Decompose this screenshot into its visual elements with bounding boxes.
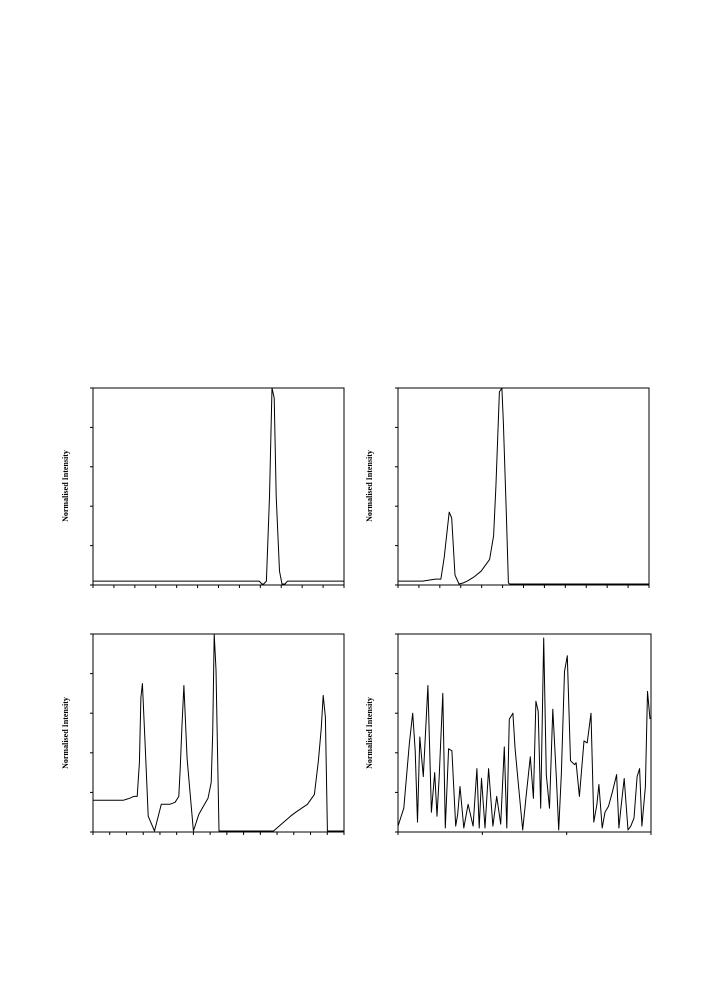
series-line [93, 388, 344, 584]
series-line [398, 638, 650, 830]
chart-panel-top-left [61, 388, 344, 588]
axis-ticks [395, 634, 651, 835]
y-axis-label: Normalised Intensity [61, 697, 70, 769]
chart-panel-bottom-right [365, 634, 651, 835]
axis-ticks [90, 388, 344, 588]
axis-ticks [395, 388, 649, 588]
chart-panel-top-right [365, 388, 649, 588]
series-line [398, 388, 649, 584]
y-axis-label: Normalised Intensity [365, 450, 374, 522]
series-line [93, 634, 344, 831]
chart-panel-bottom-left [61, 634, 344, 835]
y-axis-label: Normalised Intensity [61, 450, 70, 522]
plot-frame [93, 388, 344, 585]
y-axis-label: Normalised Intensity [365, 697, 374, 769]
plot-frame [398, 388, 649, 585]
